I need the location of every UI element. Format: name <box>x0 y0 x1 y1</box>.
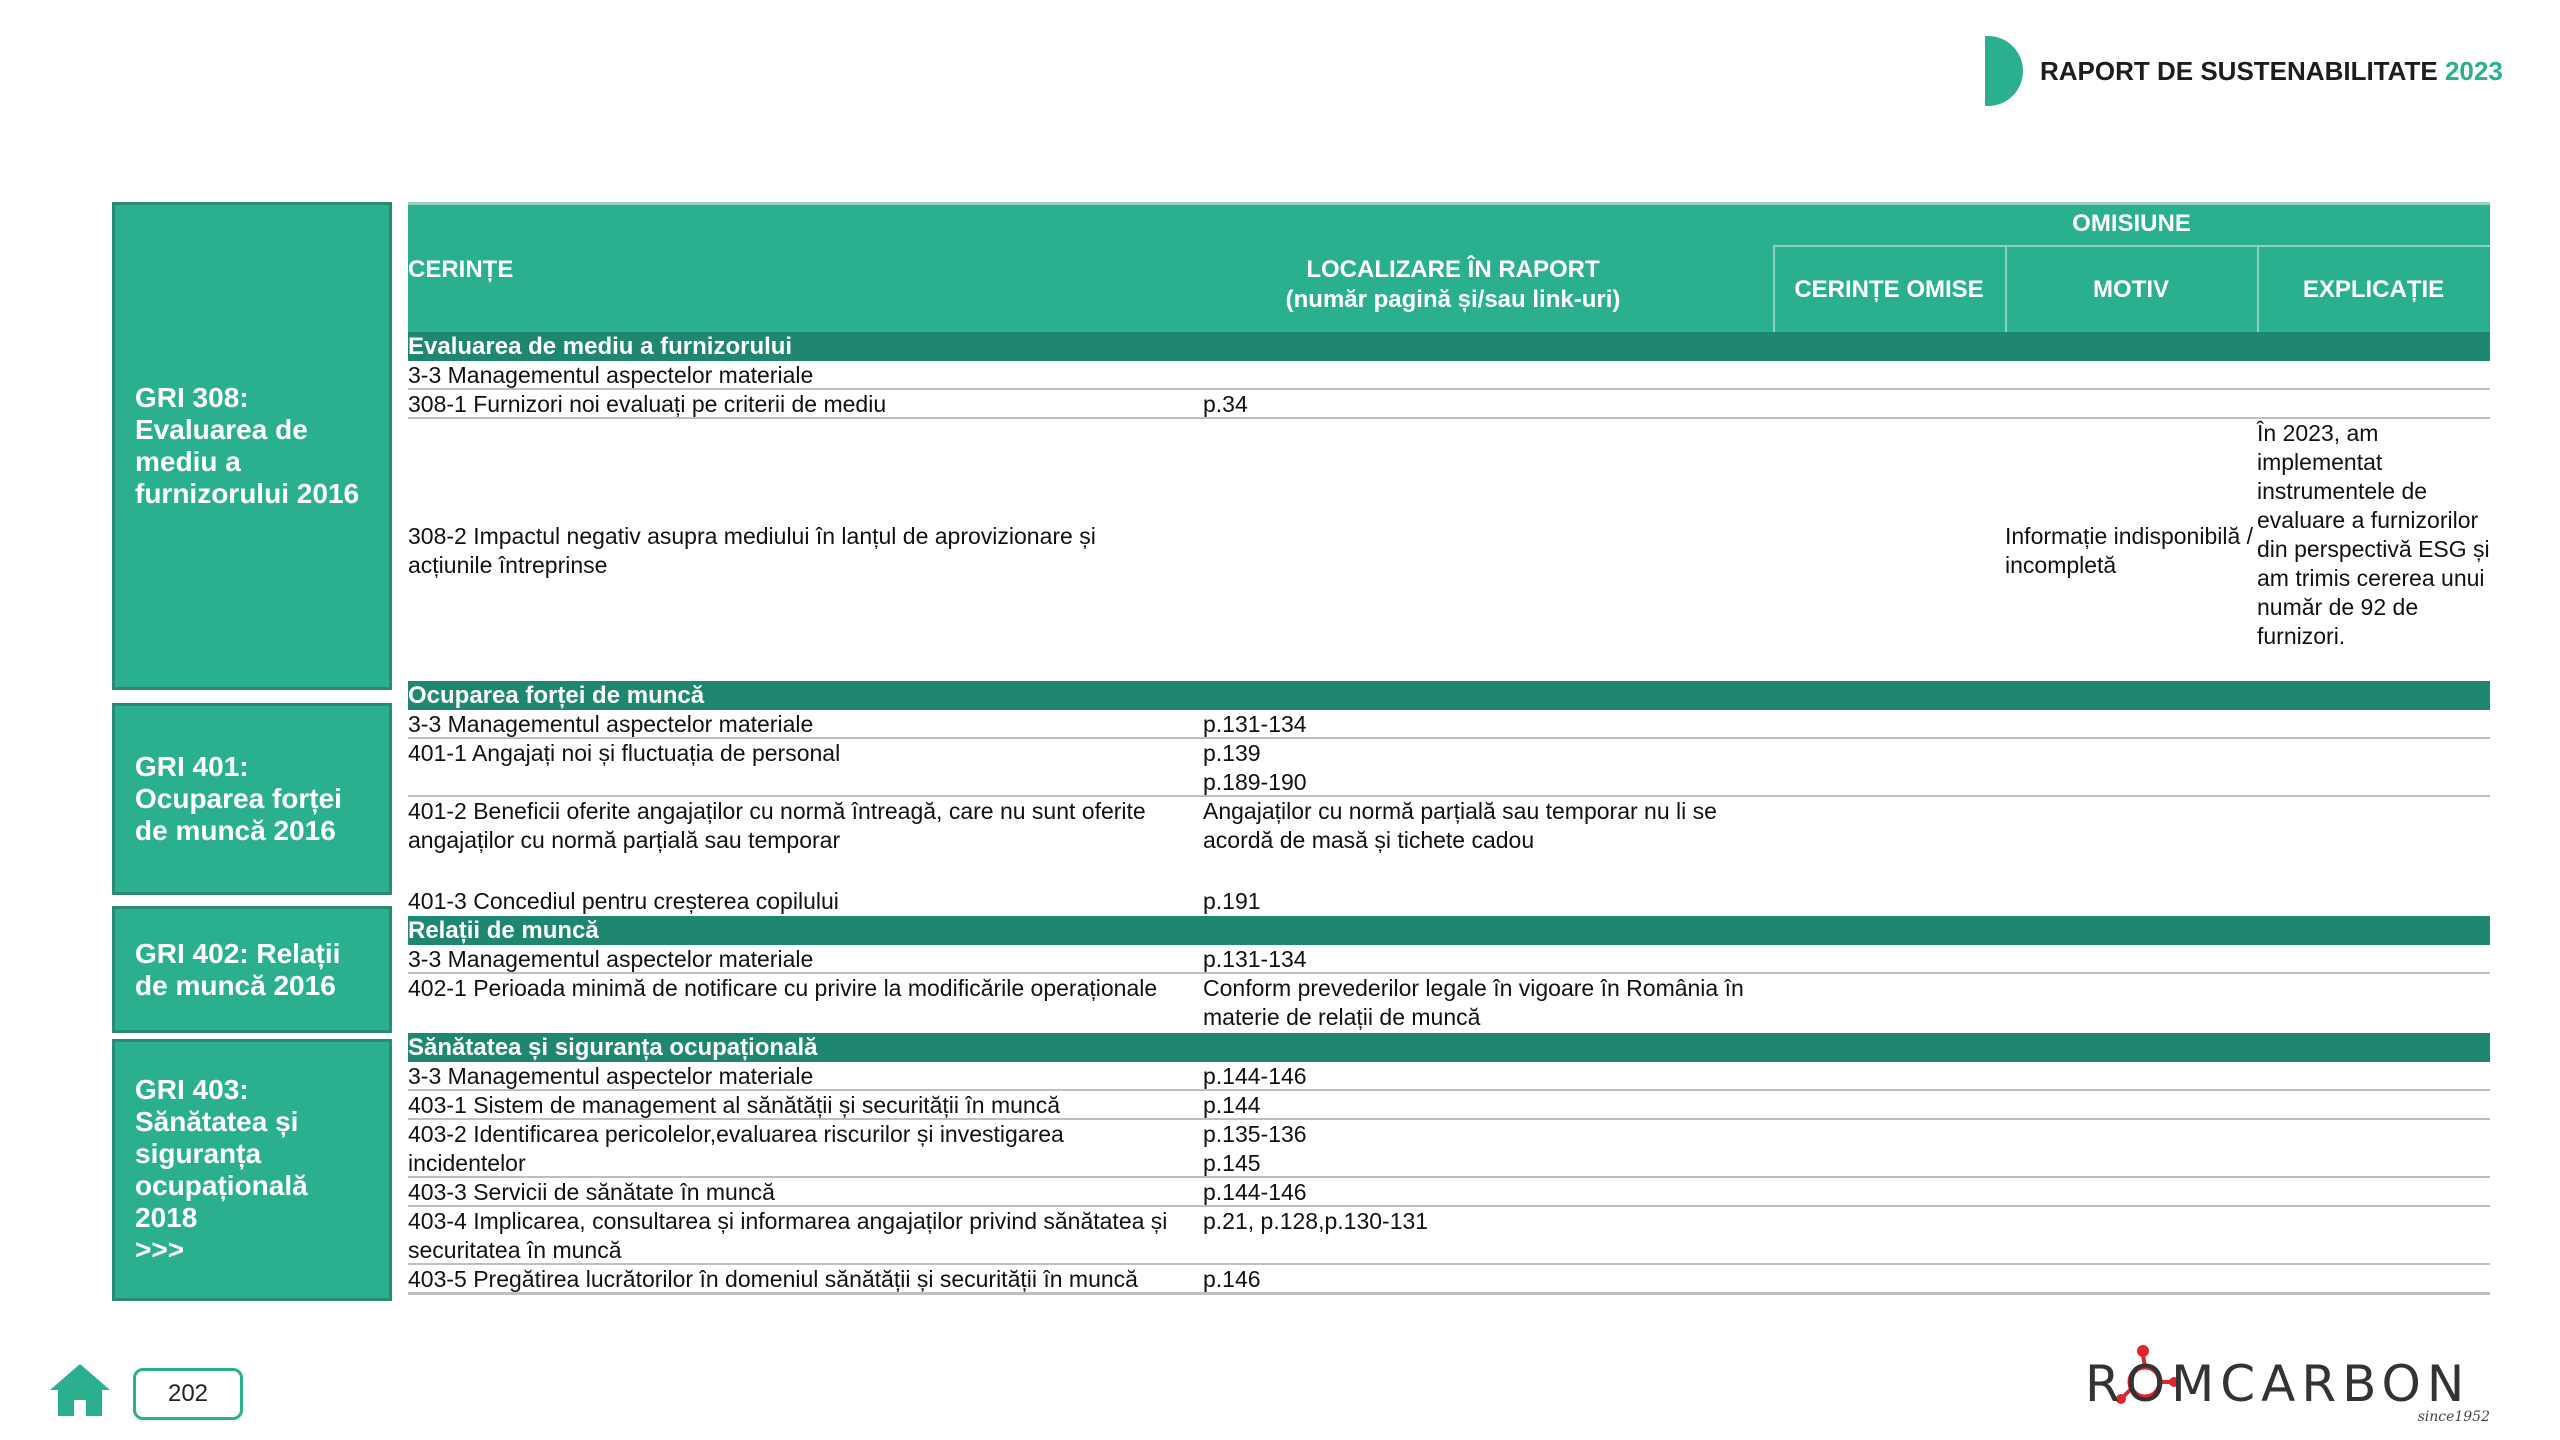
table-row: 401-1 Angajați noi și fluctuația de personal p.139 p.189-190 <box>408 739 2490 797</box>
header-motiv: MOTIV <box>2093 276 2169 303</box>
header-mark <box>1985 36 2023 106</box>
table-header <box>408 202 2490 332</box>
table-row: 403-5 Pregătirea lucrătorilor în domeniul sănătății și securității în muncă p.146 <box>408 1265 2490 1295</box>
gri-308-box: GRI 308: Evaluarea de mediu a furnizorului 2016 <box>112 202 392 690</box>
report-year: 2023 <box>2444 56 2503 86</box>
section-402: Relații de muncă <box>408 916 2490 945</box>
table-row: 401-2 Beneficii oferite angajaților cu normă întreagă, care nu sunt oferite angajaților cu normă parțială sau temporar Angajaților cu normă parțială sau temporar nu li se acordă de masă și tichete cadou <box>408 798 1717 853</box>
table-row: 3-3 Managementul aspectelor materiale <box>408 361 2490 390</box>
page-number: 202 <box>133 1368 243 1420</box>
table-row: 3-3 Managementul aspectelor materiale p.131-134 <box>408 945 2490 974</box>
table-row: 403-4 Implicarea, consultarea și informarea angajaților privind sănătatea și securitatea în muncă p.21, p.128,p.130-131 <box>408 1207 2490 1265</box>
header-omisiune: OMISIUNE <box>2072 210 2191 237</box>
romcarbon-logo: ROMCARBON since1952 <box>2085 1345 2490 1425</box>
table-row: 403-3 Servicii de sănătate în muncă p.144-146 <box>408 1178 2490 1207</box>
home-icon[interactable] <box>48 1362 112 1418</box>
table-row: 403-1 Sistem de management al sănătății și securității în muncă p.144 <box>408 1091 2490 1120</box>
table-row: 308-2 Impactul negativ asupra mediului în lanțul de aprovizionare și acțiunile întreprinse Informație indisponibilă / incompletă În 2023, am implementat instrumentele de evaluare a furnizorilor din perspectivă ESG și am trimis cererea unui număr de 92 de furnizori. <box>408 420 2490 649</box>
header-localizare: LOCALIZARE ÎN RAPORT (număr pagină și/sau link-uri) <box>1285 256 1621 313</box>
motiv-cell: Informație indisponibilă / incompletă <box>2005 523 2254 578</box>
header-explicatie: EXPLICAȚIE <box>2302 276 2445 303</box>
table-row: 308-1 Furnizori noi evaluați pe criterii de mediu p.34 <box>408 390 2490 419</box>
table-row: 401-3 Concediul pentru creșterea copilului p.191 <box>408 888 1261 914</box>
section-401: Ocuparea forței de muncă <box>408 681 2490 710</box>
report-title: RAPORT DE SUSTENABILITATE 2023 <box>2040 56 2503 86</box>
header-cerinte: CERINȚE <box>408 256 514 283</box>
table-row: 402-1 Perioada minimă de notificare cu privire la modificările operaționale Conform prevederilor legale în vigoare în România în materie de relații de muncă <box>408 975 1744 1030</box>
gri-403-box[interactable]: GRI 403: Sănătatea și siguranța ocupațională 2018 >>> <box>112 1039 392 1301</box>
section-403: Sănătatea și siguranța ocupațională <box>408 1033 2490 1062</box>
table-row: 3-3 Managementul aspectelor materiale p.131-134 <box>408 710 2490 739</box>
gri-402-box: GRI 402: Relații de muncă 2016 <box>112 906 392 1033</box>
explicatie-cell: În 2023, am implementat instrumentele de evaluare a furnizorilor din perspectivă ESG și am trimis cererea unui număr de 92 de furnizori. <box>2257 420 2490 649</box>
gri-401-box: GRI 401: Ocuparea forței de muncă 2016 <box>112 703 392 895</box>
gri-table <box>408 202 2490 1295</box>
section-308: Evaluarea de mediu a furnizorului <box>408 332 2490 361</box>
table-row: 403-2 Identificarea pericolelor,evaluarea riscurilor și investigarea incidentelor p.135-136 p.145 <box>408 1120 2490 1178</box>
table-row: 3-3 Managementul aspectelor materiale p.144-146 <box>408 1062 2490 1091</box>
header-cerinte-omise: CERINȚE OMISE <box>1794 276 1984 303</box>
